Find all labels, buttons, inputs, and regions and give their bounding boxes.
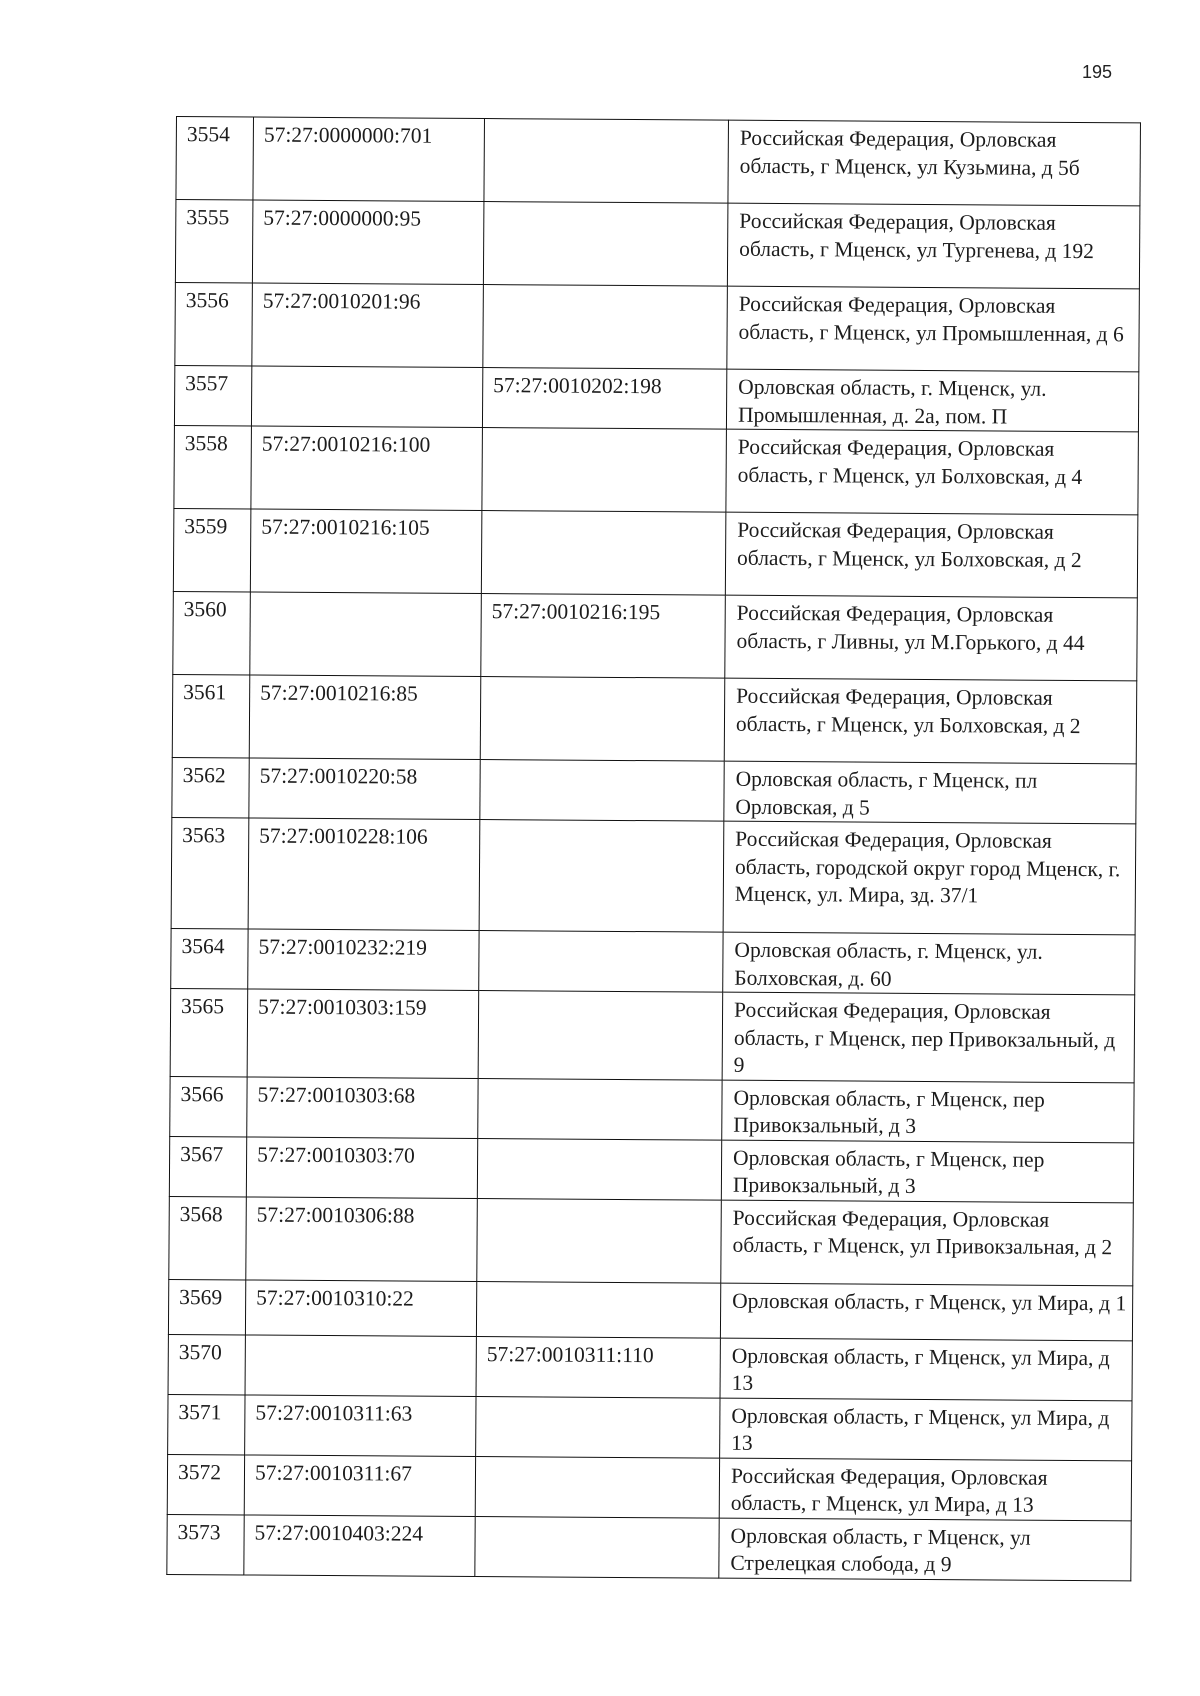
address: Орловская область, г Мценск, ул Мира, д 13 xyxy=(720,1398,1132,1461)
cadastral-number: 57:27:0010232:219 xyxy=(248,929,479,991)
related-cadastral-number xyxy=(478,991,723,1080)
address: Российская Федерация, Орловская область, г Мценск, ул Мира, д 13 xyxy=(719,1458,1131,1521)
cadastral-number: 57:27:0010303:68 xyxy=(247,1076,478,1138)
cadastral-table xyxy=(166,116,1141,1581)
address: Российская Федерация, Орловская область, г Мценск, ул Привокзальная, д 2 xyxy=(721,1200,1134,1286)
related-cadastral-number xyxy=(477,1138,721,1200)
row-number: 3563 xyxy=(171,817,249,929)
table-row xyxy=(174,365,1138,431)
address: Российская Федерация, Орловская область, г Мценск, ул Тургенева, д 192 xyxy=(727,203,1140,289)
table-row xyxy=(176,117,1141,206)
row-number: 3560 xyxy=(173,591,251,675)
address: Российская Федерация, Орловская область, г Мценск, ул Промышленная, д 6 xyxy=(727,286,1140,372)
related-cadastral-number xyxy=(480,760,724,822)
cadastral-number: 57:27:0010228:106 xyxy=(248,818,480,931)
table-row xyxy=(168,1279,1132,1340)
address: Орловская область, г Мценск, пер Привокзальный, д 3 xyxy=(721,1140,1133,1203)
cadastral-number: 57:27:0000000:95 xyxy=(252,200,484,285)
address: Орловская область, г Мценск, пл Орловская, д 5 xyxy=(724,761,1136,824)
table-row xyxy=(175,200,1140,289)
row-number: 3564 xyxy=(171,928,248,989)
cadastral-number: 57:27:0010311:67 xyxy=(244,1454,475,1516)
cadastral-number xyxy=(245,1334,476,1396)
row-number: 3555 xyxy=(175,200,253,284)
address: Российская Федерация, Орловская область, г Мценск, ул Болховская, д 2 xyxy=(725,512,1138,598)
page-number: 195 xyxy=(1082,62,1113,82)
row-number: 3573 xyxy=(167,1514,244,1575)
related-cadastral-number xyxy=(484,119,729,204)
table-row xyxy=(169,1136,1133,1202)
cadastral-number: 57:27:0010201:96 xyxy=(252,283,484,368)
cadastral-number: 57:27:0010216:85 xyxy=(249,675,481,760)
address: Орловская область, г Мценск, пер Привокзальный, д 3 xyxy=(722,1080,1134,1143)
row-number: 3554 xyxy=(176,117,254,201)
row-number: 3558 xyxy=(174,425,252,509)
cadastral-number: 57:27:0010303:159 xyxy=(247,989,479,1078)
cadastral-number: 57:27:0010303:70 xyxy=(246,1136,477,1198)
address: Орловская область, г Мценск, ул Мира, д 1 xyxy=(720,1283,1132,1341)
table-row xyxy=(170,1076,1134,1142)
address: Российская Федерация, Орловская область, г Мценск, ул Болховская, д 4 xyxy=(726,429,1139,515)
address: Орловская область, г. Мценск, ул. Промышленная, д. 2а, пом. П xyxy=(726,369,1138,432)
cadastral-number: 57:27:0000000:701 xyxy=(253,117,485,202)
row-number: 3562 xyxy=(172,757,249,818)
related-cadastral-number xyxy=(483,285,728,370)
address: Орловская область, г Мценск, ул Стрелецкая слобода, д 9 xyxy=(719,1518,1131,1581)
cadastral-number: 57:27:0010403:224 xyxy=(244,1514,475,1576)
cadastral-number: 57:27:0010306:88 xyxy=(246,1196,478,1281)
table-row xyxy=(173,591,1138,680)
cadastral-number xyxy=(250,592,482,677)
related-cadastral-number xyxy=(480,677,725,762)
row-number: 3568 xyxy=(169,1196,247,1280)
table-row xyxy=(167,1454,1131,1520)
cadastral-number: 57:27:0010310:22 xyxy=(245,1279,476,1336)
related-cadastral-number: 57:27:0010202:198 xyxy=(482,368,726,430)
related-cadastral-number xyxy=(476,1396,720,1458)
address: Российская Федерация, Орловская область, г Мценск, ул Болховская, д 2 xyxy=(724,678,1137,764)
related-cadastral-number: 57:27:0010216:195 xyxy=(481,594,726,679)
related-cadastral-number xyxy=(478,1078,722,1140)
related-cadastral-number xyxy=(482,428,727,513)
related-cadastral-number xyxy=(476,1281,720,1338)
row-number: 3571 xyxy=(168,1394,245,1455)
related-cadastral-number xyxy=(475,1516,719,1578)
table-row xyxy=(175,282,1140,371)
related-cadastral-number xyxy=(479,931,723,993)
row-number: 3556 xyxy=(175,282,253,366)
table-row xyxy=(170,988,1135,1082)
row-number: 3565 xyxy=(170,988,248,1076)
table-row xyxy=(169,1196,1134,1285)
table-row xyxy=(168,1334,1132,1400)
address: Российская Федерация, Орловская область, городской округ город Мценск, г. Мценск, ул. Мира, зд. 37/1 xyxy=(723,821,1136,935)
related-cadastral-number xyxy=(477,1198,722,1283)
table-row xyxy=(172,757,1136,823)
table-row xyxy=(171,928,1135,994)
row-number: 3572 xyxy=(167,1454,244,1515)
table-row xyxy=(172,674,1137,763)
cadastral-number: 57:27:0010216:105 xyxy=(250,509,482,594)
table-row xyxy=(167,1514,1131,1580)
table-row xyxy=(173,508,1138,597)
related-cadastral-number xyxy=(475,1456,719,1518)
address: Орловская область, г. Мценск, ул. Болховская, д. 60 xyxy=(723,932,1135,995)
related-cadastral-number xyxy=(481,511,726,596)
row-number: 3561 xyxy=(172,674,250,758)
cadastral-number: 57:27:0010311:63 xyxy=(245,1394,476,1456)
row-number: 3557 xyxy=(174,365,251,426)
address: Российская Федерация, Орловская область, г Ливны, ул М.Горького, д 44 xyxy=(725,595,1138,681)
related-cadastral-number xyxy=(483,202,728,287)
cadastral-number xyxy=(251,366,482,428)
table-row xyxy=(174,425,1139,514)
row-number: 3567 xyxy=(169,1136,246,1197)
row-number: 3559 xyxy=(173,508,251,592)
related-cadastral-number: 57:27:0010311:110 xyxy=(476,1336,720,1398)
cadastral-number: 57:27:0010216:100 xyxy=(251,426,483,511)
row-number: 3566 xyxy=(170,1076,247,1137)
table-row xyxy=(171,817,1136,934)
cadastral-number: 57:27:0010220:58 xyxy=(249,758,480,820)
row-number: 3569 xyxy=(168,1279,245,1335)
address: Российская Федерация, Орловская область, г Мценск, пер Привокзальный, д 9 xyxy=(722,992,1135,1082)
row-number: 3570 xyxy=(168,1334,245,1395)
related-cadastral-number xyxy=(479,820,724,933)
address: Российская Федерация, Орловская область, г Мценск, ул Кузьмина, д 5б xyxy=(728,120,1141,206)
table-row xyxy=(168,1394,1132,1460)
address: Орловская область, г Мценск, ул Мира, д 13 xyxy=(720,1338,1132,1401)
